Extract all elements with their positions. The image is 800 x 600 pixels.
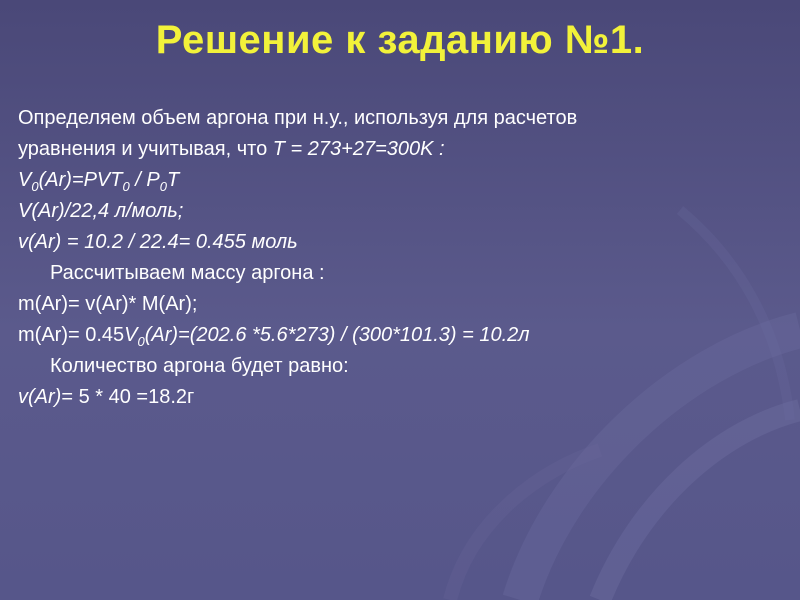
- solution-line-4: V(Ar)/22,4 л/моль;: [18, 200, 184, 222]
- line-2-text: уравнения и учитывая, что: [18, 138, 273, 160]
- formula-part: = 5 * 40 =18.2г: [61, 386, 195, 408]
- formula-subscript: 0: [137, 334, 145, 349]
- formula-subscript: 0: [122, 179, 130, 194]
- slide-title: Решение к заданию №1.: [155, 18, 645, 62]
- formula-part: V: [124, 324, 138, 346]
- formula-part: (Ar)=(202.6 *5.6*273) / (300*101.3) = 10.2л: [144, 324, 530, 346]
- formula-part: / P: [129, 169, 160, 191]
- solution-line-1: Определяем объем аргона при н.у., используя для расчетов: [18, 107, 578, 129]
- formula-part: m(Ar)= 0.45: [18, 324, 125, 346]
- formula-part: (Ar)=PVT: [38, 169, 123, 191]
- formula-part: T: [166, 169, 180, 191]
- solution-line-6: Рассчитываем массу аргона :: [50, 262, 325, 284]
- solution-line-7: m(Ar)= v(Ar)* M(Ar);: [18, 293, 198, 315]
- solution-line-5: v(Ar) = 10.2 / 22.4= 0.455 моль: [18, 231, 298, 253]
- solution-line-9: Количество аргона будет равно:: [50, 355, 349, 377]
- formula-subscript: 0: [31, 179, 39, 194]
- formula-part: V: [18, 169, 32, 191]
- final-result-line: [18, 382, 788, 413]
- formula-part: v(Ar): [18, 386, 62, 408]
- solution-body: [18, 103, 788, 413]
- formula-subscript: 0: [159, 179, 167, 194]
- volume-formula-line: [18, 165, 788, 196]
- temperature-formula: T = 273+27=300K :: [272, 138, 445, 160]
- mass-calculation-line: [18, 320, 788, 351]
- solution-line-2: [18, 134, 788, 165]
